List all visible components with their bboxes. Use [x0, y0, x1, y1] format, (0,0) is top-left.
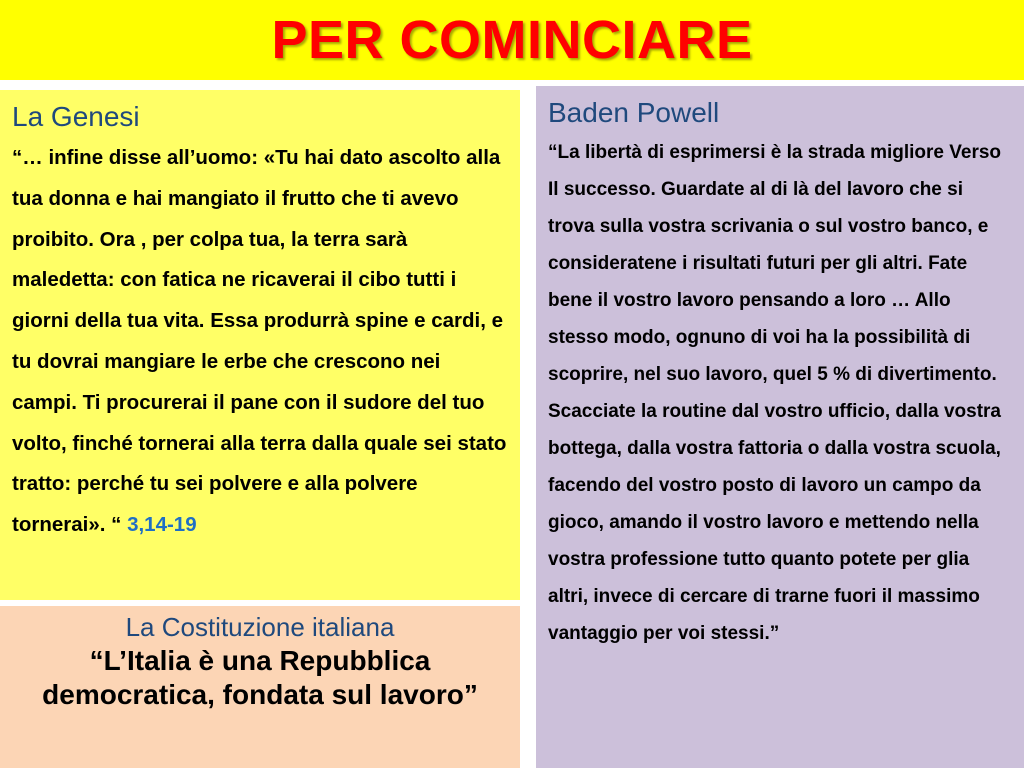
- genesi-reference: 3,14-19: [127, 513, 197, 537]
- costituzione-quote: “L’Italia è una Repubblica democratica, fondata sul lavoro”: [42, 645, 478, 710]
- genesi-quote: “… infine disse all’uomo: «Tu hai dato ascolto alla tua donna e hai mangiato il frutto che ti avevo proibito. Ora , per colpa tua, la terra sarà maledetta: con fatica ne ricaverai il cibo tutti i giorni della tua vita. Essa produrrà spine e cardi, e tu dovrai mangiare le erbe che crescono nei campi. Ti procurerai il pane con il sudore del tuo volto, finché tornerai alla terra dalla quale sei stato tratto: perché tu sei polvere e alla polvere tornerai». “: [12, 146, 507, 537]
- baden-powell-quote: “La libertà di esprimersi è la strada migliore Verso Il successo. Guardate al di là del lavoro che si trova sulla vostra scrivania o sul vostro banco, e consideratene i risultati futuri per gli altri. Fate bene il vostro lavoro pensando a loro … Allo stesso modo, ognuno di voi ha la possibilità di scoprire, nel suo lavoro, quel 5 % di divertimento. Scacciate la routine dal vostro ufficio, dalla vostra bottega, dalla vostra fattoria o dalla vostra scuola, facendo del vostro posto di lavoro un campo da gioco, amando il vostro lavoro e mettendo nella vostra professione tutto quanto potete per glia altri, invece di cercare di trarne fuori il massimo vantaggio per voi stessi.”: [548, 142, 1002, 644]
- genesi-quote-block: [12, 138, 508, 546]
- baden-powell-box: [536, 86, 1024, 768]
- genesi-heading: La Genesi: [12, 101, 140, 132]
- costituzione-heading: La Costituzione italiana: [125, 612, 395, 642]
- genesi-box: [0, 86, 520, 600]
- costituzione-box: [0, 606, 520, 768]
- title-bar: [0, 0, 1024, 80]
- slide-title: PER COMINCIARE: [271, 10, 753, 70]
- baden-powell-heading: Baden Powell: [548, 97, 720, 128]
